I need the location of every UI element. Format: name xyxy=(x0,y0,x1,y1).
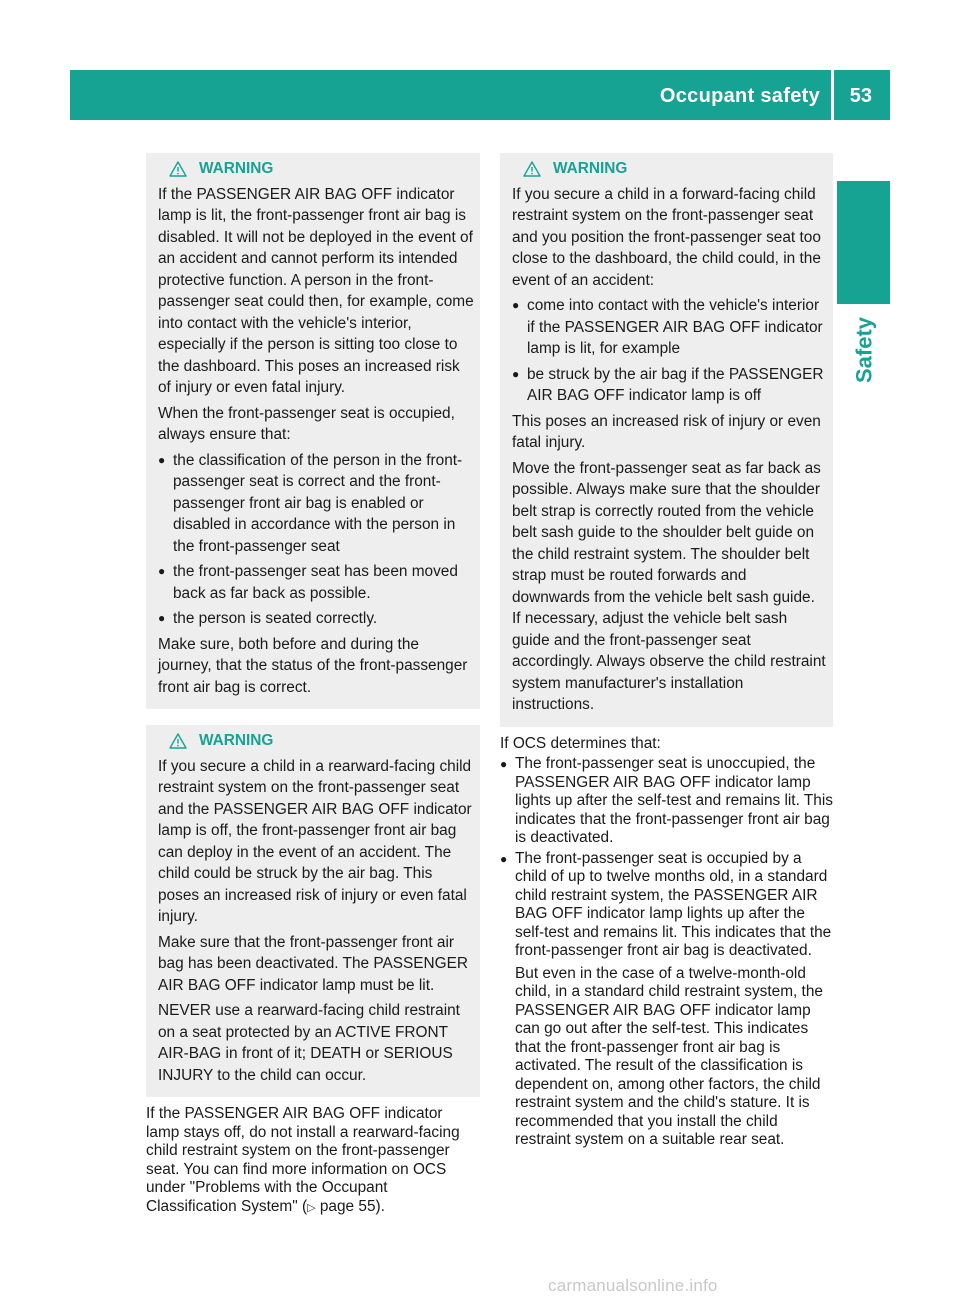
warning-heading: WARNING xyxy=(158,730,474,752)
warning-heading: WARNING xyxy=(158,158,474,180)
body-paragraph: If the PASSENGER AIR BAG OFF indicator lamp stays off, do not install a rearward-facing child restraint system on the front-passenger seat. You can find more information on OCS under "Problems with the Occupant Classification System" (▷ page 55). xyxy=(146,1105,460,1215)
warning-bullet-list xyxy=(158,450,474,630)
chapter-tab-block xyxy=(837,181,890,304)
list-item: ● The front-passenger seat is unoccupied, the PASSENGER AIR BAG OFF indicator lamp lights up after the self-test and remains lit. This indicates that the front-passenger front air bag is deactivated. xyxy=(500,755,833,846)
page-number: 53 xyxy=(849,85,872,107)
list-item: ● be struck by the air bag if the PASSENGER AIR BAG OFF indicator lamp is off xyxy=(512,365,824,404)
warning-text: When the front-passenger seat is occupied, always ensure that: xyxy=(158,404,455,443)
warning-text: NEVER use a rearward-facing child restraint on a seat protected by an ACTIVE FRONT AIR-BAG in front of it; DEATH or SERIOUS INJURY to the child can occur. xyxy=(158,1002,460,1084)
warning-triangle-icon xyxy=(169,733,187,749)
warning-text: Make sure, both before and during the journey, that the status of the front-passenger front air bag is correct. xyxy=(158,635,468,696)
section-title: Occupant safety xyxy=(659,85,820,107)
list-item: ● the front-passenger seat has been moved back as far back as possible. xyxy=(158,563,458,602)
list-item: ● come into contact with the vehicle's interior if the PASSENGER AIR BAG OFF indicator lamp is lit, for example xyxy=(512,297,823,357)
right-column xyxy=(500,153,833,1154)
warning-triangle-icon xyxy=(169,161,187,177)
page-reference-link[interactable]: page 55). xyxy=(319,1197,385,1215)
chapter-tab-label: Safety xyxy=(851,316,877,384)
warning-text: If you secure a child in a rearward-facing child restraint system on the front-passenger seat and the PASSENGER AIR BAG OFF indicator lamp is off, the front-passenger front air bag can deploy in the event of an accident. The child could be struck by the air bag. This poses an increased risk of injury or even fatal injury. xyxy=(158,757,472,925)
page-reference-arrow-icon: ▷ xyxy=(307,1201,316,1214)
header-bar xyxy=(70,70,890,120)
list-item: ● the person is seated correctly. xyxy=(158,610,378,627)
list-item: ● The front-passenger seat is occupied by a child of up to twelve months old, in a standard child restraint system, the PASSENGER AIR BAG OFF indicator lamp lights up after the self-test and remains lit. This indicates that the front-passenger front air bag is deactivated. But even in the case of a twelve-month-old child, in a standard child restraint system, the PASSENGER AIR BAG OFF indicator lamp can go out after the self-test. This indicates that the front-passenger front air bag is activated. The result of the classification is dependent on, among other factors, the child restraint system and the child's stature. It is recommended that you install the child restraint system on a suitable rear seat. xyxy=(500,849,832,1148)
ocs-lead: If OCS determines that: xyxy=(500,734,661,752)
header-divider xyxy=(831,70,834,120)
watermark: carmanualsonline.info xyxy=(548,1276,718,1295)
warning-triangle-icon xyxy=(523,161,541,177)
warning-box-forward-facing xyxy=(500,153,833,727)
warning-text: If you secure a child in a forward-facing child restraint system on the front-passenger seat and you position the front-passenger seat too close to the dashboard, the child could, in the event of an accident: xyxy=(512,185,821,289)
warning-box-occupied-seat xyxy=(146,153,480,709)
list-item: ● the classification of the person in the front-passenger seat is correct and the front-passenger front air bag is enabled or disabled in accordance with the person in the front-passenger seat xyxy=(158,451,463,555)
left-column xyxy=(146,153,480,1219)
warning-bullet-list xyxy=(512,295,827,407)
warning-box-rearward-facing xyxy=(146,725,480,1097)
warning-text: Make sure that the front-passenger front air bag has been deactivated. The PASSENGER AIR BAG OFF indicator lamp must be lit. xyxy=(158,933,468,994)
ocs-section xyxy=(500,735,833,1150)
warning-text: Move the front-passenger seat as far back as possible. Always make sure that the shoulder belt strap is correctly routed from the vehicle belt sash guide to the shoulder belt guide on the child restraint system. The shoulder belt strap must be routed forwards and downwards from the vehicle belt sash guide. If necessary, adjust the vehicle belt sash guide and the front-passenger seat accordingly. Always observe the child restraint system manufacturer's installation instructions. xyxy=(512,459,826,713)
warning-heading: WARNING xyxy=(512,158,827,180)
warning-text: This poses an increased risk of injury or even fatal injury. xyxy=(512,412,821,451)
ocs-bullet-list xyxy=(500,755,833,1150)
warning-text: If the PASSENGER AIR BAG OFF indicator lamp is lit, the front-passenger front air bag is disabled. It will not be deployed in the event of an accident and cannot perform its intended protective function. A person in the front-passenger seat could then, for example, come into contact with the vehicle's interior, especially if the person is sitting too close to the dashboard. This poses an increased risk of injury or even fatal injury. xyxy=(158,185,474,396)
